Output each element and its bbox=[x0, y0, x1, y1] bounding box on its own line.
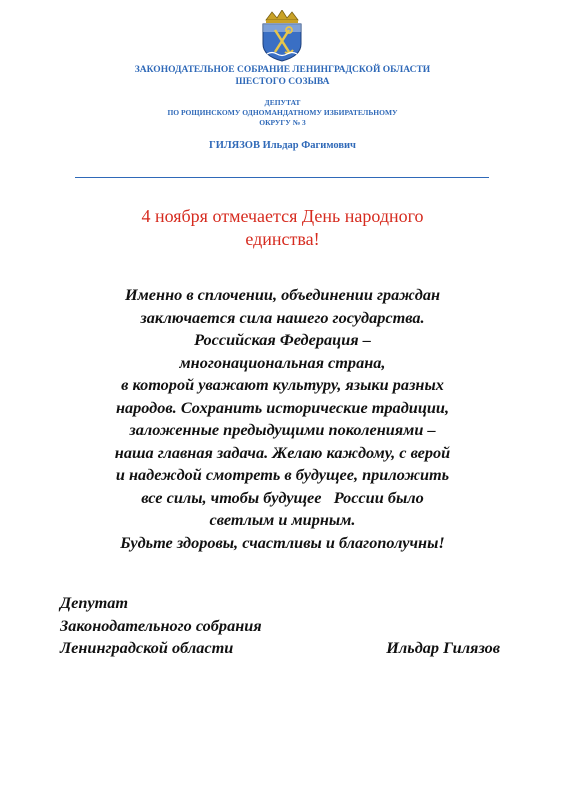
body-line: Российская Федерация – bbox=[194, 330, 371, 349]
district-line-1: ПО РОЩИНСКОМУ ОДНОМАНДАТНОМУ ИЗБИРАТЕЛЬНОМУ bbox=[167, 108, 398, 117]
body-line: наша главная задача. Желаю каждому, с верой bbox=[114, 442, 451, 462]
deputy-district-heading bbox=[0, 98, 565, 128]
district-line-2: ОКРУГУ № 3 bbox=[259, 118, 306, 127]
org-line-1: ЗАКОНОДАТЕЛЬНОЕ СОБРАНИЕ ЛЕНИНГРАДСКОЙ ОБЛАСТИ bbox=[134, 65, 431, 75]
body-line: и надеждой смотреть в будущее, приложить bbox=[115, 465, 450, 484]
signature-name: Ильдар Гилязов bbox=[386, 638, 500, 657]
greeting-headline bbox=[0, 205, 565, 251]
deputy-title: ДЕПУТАТ bbox=[264, 98, 301, 107]
signature-title-line-2: Законодательного собрания bbox=[60, 615, 262, 635]
body-line: заложенные предыдущими поколениями – bbox=[129, 420, 436, 439]
body-line: народов. Сохранить исторические традиции, bbox=[115, 397, 450, 417]
org-line-2: ШЕСТОГО СОЗЫВА bbox=[235, 77, 330, 87]
headline-line-1: 4 ноября отмечается День народного bbox=[141, 206, 424, 226]
body-line: заключается сила нашего государства. bbox=[140, 307, 425, 327]
header-divider bbox=[75, 177, 489, 178]
body-line: все силы, чтобы будущее России было bbox=[141, 487, 424, 507]
greeting-body bbox=[40, 284, 525, 554]
signature-title-line-3: Ленинградской области bbox=[60, 638, 234, 657]
signature-title-line-1: Депутат bbox=[60, 593, 129, 612]
leningrad-oblast-coat-of-arms-icon bbox=[258, 10, 306, 62]
headline-line-2: единства! bbox=[245, 229, 320, 249]
legislative-assembly-heading bbox=[0, 64, 565, 88]
body-line: в которой уважают культуру, языки разных bbox=[121, 375, 444, 394]
body-line: светлым и мирным. bbox=[209, 510, 356, 529]
body-line: Именно в сплочении, объединении граждан bbox=[124, 285, 441, 304]
body-line: многонациональная страна, bbox=[179, 352, 386, 372]
deputy-name: ГИЛЯЗОВ Ильдар Фагимович bbox=[209, 140, 356, 151]
body-line: Будьте здоровы, счастливы и благополучны! bbox=[120, 532, 445, 552]
signature-block bbox=[60, 592, 520, 660]
